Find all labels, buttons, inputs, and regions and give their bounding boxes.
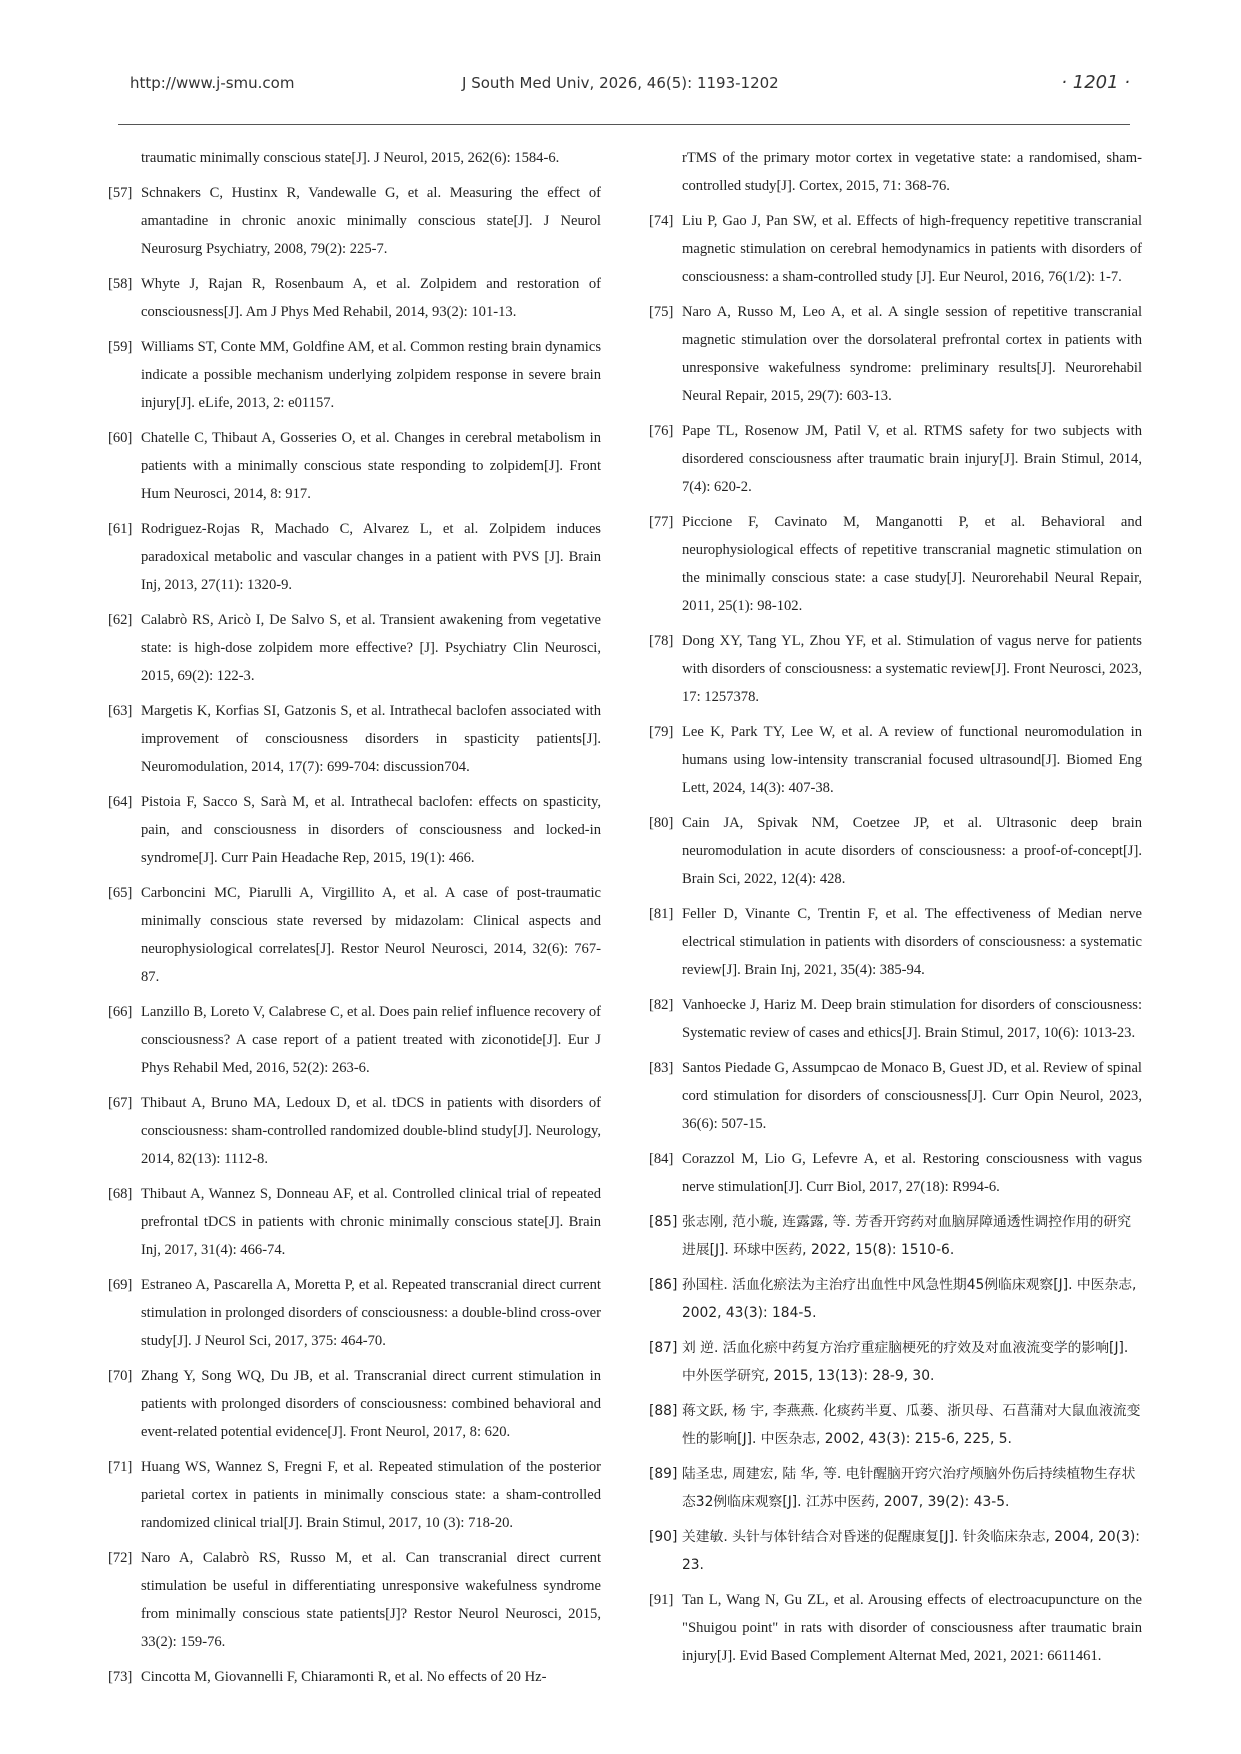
reference-number: [72]: [108, 1550, 133, 1566]
reference-entry: [108, 697, 601, 781]
reference-entry: [649, 1271, 1142, 1327]
reference-number: [69]: [108, 1277, 133, 1293]
reference-entry: [108, 1362, 601, 1446]
reference-entry: [108, 788, 601, 872]
reference-text: Thibaut A, Bruno MA, Ledoux D, et al. tDCS in patients with disorders of consciousness: sham-controlled randomized double-blind study[J]. Neurology, 2014, 82(13): 1112-8.: [141, 1095, 601, 1167]
reference-entry: [649, 718, 1142, 802]
reference-entry: [649, 1334, 1142, 1390]
reference-number: [75]: [649, 304, 674, 320]
reference-text: Santos Piedade G, Assumpcao de Monaco B, Guest JD, et al. Review of spinal cord stimulation for disorders of consciousness[J]. Curr Opin Neurol, 2023, 36(6): 507-15.: [682, 1060, 1142, 1132]
reference-text: Dong XY, Tang YL, Zhou YF, et al. Stimulation of vagus nerve for patients with disorders of consciousness: a systematic review[J]. Front Neurosci, 2023, 17: 1257378.: [682, 633, 1142, 705]
reference-entry: [649, 1054, 1142, 1138]
reference-number: [80]: [649, 815, 674, 831]
reference-number: [68]: [108, 1186, 133, 1202]
reference-entry: [649, 991, 1142, 1047]
reference-entry: [108, 333, 601, 417]
reference-number: [60]: [108, 430, 133, 446]
reference-text: Pape TL, Rosenow JM, Patil V, et al. RTMS safety for two subjects with disordered consciousness after traumatic brain injury[J]. Brain Stimul, 2014, 7(4): 620-2.: [682, 423, 1142, 495]
reference-entry: [649, 1145, 1142, 1201]
reference-text: Calabrò RS, Aricò I, De Salvo S, et al. Transient awakening from vegetative state: is high-dose zolpidem more effective? [J]. Psychiatry Clin Neurosci, 2015, 69(2): 122-3.: [141, 612, 601, 684]
reference-entry: [649, 1397, 1142, 1453]
reference-number: [85]: [649, 1214, 678, 1230]
reference-text: Lee K, Park TY, Lee W, et al. A review of functional neuromodulation in humans using low-intensity transcranial focused ultrasound[J]. Biomed Eng Lett, 2024, 14(3): 407-38.: [682, 724, 1142, 796]
reference-text: Estraneo A, Pascarella A, Moretta P, et al. Repeated transcranial direct current stimulation in prolonged disorders of consciousness: a double-blind cross-over study[J]. J Neurol Sci, 2017, 375: 464-70.: [141, 1277, 601, 1349]
reference-entry: [649, 627, 1142, 711]
reference-text: 孙国柱. 活血化瘀法为主治疗出血性中风急性期45例临床观察[J]. 中医杂志, 2002, 43(3): 184-5.: [682, 1277, 1137, 1321]
reference-text: Whyte J, Rajan R, Rosenbaum A, et al. Zolpidem and restoration of consciousness[J]. Am J Phys Med Rehabil, 2014, 93(2): 101-13.: [141, 276, 601, 320]
reference-entry: [649, 1523, 1142, 1579]
left-reference-column: [108, 144, 601, 1698]
reference-text: Liu P, Gao J, Pan SW, et al. Effects of high-frequency repetitive transcranial magnetic stimulation on cerebral hemodynamics in patients with disorders of consciousness: a sham-controlled study [J]. Eur Neurol, 2016, 76(1/2): 1-7.: [682, 213, 1142, 285]
page-number: · 1201 ·: [1061, 72, 1130, 93]
reference-number: [62]: [108, 612, 133, 628]
reference-text: Huang WS, Wannez S, Fregni F, et al. Repeated stimulation of the posterior parietal cortex in patients in minimally conscious state: a sham-controlled randomized clinical trial[J]. Brain Stimul, 2017, 10 (3): 718-20.: [141, 1459, 601, 1531]
reference-number: [63]: [108, 703, 133, 719]
reference-number: [64]: [108, 794, 133, 810]
reference-entry: [649, 1460, 1142, 1516]
reference-entry: [649, 809, 1142, 893]
reference-entry: [108, 1271, 601, 1355]
reference-entry: [108, 270, 601, 326]
reference-number: [87]: [649, 1340, 678, 1356]
reference-number: [91]: [649, 1592, 674, 1608]
reference-text: Williams ST, Conte MM, Goldfine AM, et al. Common resting brain dynamics indicate a possible mechanism underlying zolpidem response in severe brain injury[J]. eLife, 2013, 2: e01157.: [141, 339, 602, 411]
reference-entry: [108, 144, 601, 172]
reference-number: [82]: [649, 997, 674, 1013]
reference-number: [70]: [108, 1368, 133, 1384]
reference-entry: [108, 515, 601, 599]
reference-number: [86]: [649, 1277, 678, 1293]
reference-number: [76]: [649, 423, 674, 439]
reference-entry: [108, 1180, 601, 1264]
reference-number: [66]: [108, 1004, 133, 1020]
reference-text: traumatic minimally conscious state[J]. J Neurol, 2015, 262(6): 1584-6.: [141, 150, 560, 166]
reference-entry: [108, 179, 601, 263]
reference-text: Cain JA, Spivak NM, Coetzee JP, et al. Ultrasonic deep brain neuromodulation in acute disorders of consciousness: a proof-of-concept[J]. Brain Sci, 2022, 12(4): 428.: [682, 815, 1142, 887]
reference-number: [57]: [108, 185, 133, 201]
reference-number: [84]: [649, 1151, 674, 1167]
reference-entry: [649, 298, 1142, 410]
right-reference-column: [649, 144, 1142, 1677]
page-header: [118, 74, 1130, 100]
reference-number: [74]: [649, 213, 674, 229]
reference-number: [73]: [108, 1669, 133, 1685]
reference-text: Carboncini MC, Piarulli A, Virgillito A, et al. A case of post-traumatic minimally conscious state reversed by midazolam: Clinical aspects and neurophysiological correlates[J]. Restor Neurol Neurosci, 2014, 32(6): 767-87.: [141, 885, 601, 985]
reference-number: [83]: [649, 1060, 674, 1076]
reference-entry: [649, 900, 1142, 984]
reference-text: 刘 逆. 活血化瘀中药复方治疗重症脑梗死的疗效及对血液流变学的影响[J]. 中外医学研究, 2015, 13(13): 28-9, 30.: [682, 1340, 1129, 1384]
reference-text: Cincotta M, Giovannelli F, Chiaramonti R, et al. No effects of 20 Hz-: [141, 1669, 547, 1685]
reference-text: Vanhoecke J, Hariz M. Deep brain stimulation for disorders of consciousness: Systematic review of cases and ethics[J]. Brain Stimul, 2017, 10(6): 1013-23.: [682, 997, 1142, 1041]
reference-entry: [649, 207, 1142, 291]
reference-number: [65]: [108, 885, 133, 901]
reference-entry: [649, 144, 1142, 200]
reference-entry: [108, 1663, 601, 1691]
reference-number: [58]: [108, 276, 133, 292]
journal-citation: J South Med Univ, 2026, 46(5): 1193-1202: [462, 74, 779, 92]
reference-number: [88]: [649, 1403, 678, 1419]
reference-number: [89]: [649, 1466, 678, 1482]
header-rule: [118, 124, 1130, 125]
reference-entry: [649, 508, 1142, 620]
reference-text: 关建敏. 头针与体针结合对昏迷的促醒康复[J]. 针灸临床杂志, 2004, 20(3): 23.: [682, 1529, 1140, 1573]
reference-number: [90]: [649, 1529, 678, 1545]
reference-entry: [108, 879, 601, 991]
reference-text: Naro A, Russo M, Leo A, et al. A single session of repetitive transcranial magnetic stimulation over the dorsolateral prefrontal cortex in patients with unresponsive wakefulness syndrome: preliminary results[J]. Neurorehabil Neural Repair, 2015, 29(7): 603-13.: [682, 304, 1142, 404]
reference-number: [61]: [108, 521, 133, 537]
reference-number: [78]: [649, 633, 674, 649]
reference-entry: [108, 424, 601, 508]
reference-entry: [108, 1453, 601, 1537]
reference-text: Pistoia F, Sacco S, Sarà M, et al. Intrathecal baclofen: effects on spasticity, pain, and consciousness in disorders of consciousness and locked-in syndrome[J]. Curr Pain Headache Rep, 2015, 19(1): 466.: [141, 794, 601, 866]
reference-text: Chatelle C, Thibaut A, Gosseries O, et al. Changes in cerebral metabolism in patients with a minimally conscious state responding to zolpidem[J]. Front Hum Neurosci, 2014, 8: 917.: [141, 430, 601, 502]
journal-url: http://www.j-smu.com: [130, 74, 295, 92]
reference-number: [79]: [649, 724, 674, 740]
reference-entry: [108, 998, 601, 1082]
reference-text: Tan L, Wang N, Gu ZL, et al. Arousing effects of electroacupuncture on the "Shuigou point" in rats with disorder of consciousness after traumatic brain injury[J]. Evid Based Complement Alternat Med, 2021, 2021: 6611461.: [682, 1592, 1142, 1664]
reference-text: Schnakers C, Hustinx R, Vandewalle G, et al. Measuring the effect of amantadine in chronic anoxic minimally conscious state[J]. J Neurol Neurosurg Psychiatry, 2008, 79(2): 225-7.: [141, 185, 601, 257]
reference-entry: [108, 606, 601, 690]
reference-text: Lanzillo B, Loreto V, Calabrese C, et al. Does pain relief influence recovery of consciousness? A case report of a patient treated with ziconotide[J]. Eur J Phys Rehabil Med, 2016, 52(2): 263-6.: [141, 1004, 601, 1076]
reference-text: Piccione F, Cavinato M, Manganotti P, et al. Behavioral and neurophysiological effects of repetitive transcranial magnetic stimulation on the minimally conscious state: a case study[J]. Neurorehabil Neural Repair, 2011, 25(1): 98-102.: [682, 514, 1142, 614]
reference-text: Feller D, Vinante C, Trentin F, et al. The effectiveness of Median nerve electrical stimulation in patients with disorders of consciousness: a systematic review[J]. Brain Inj, 2021, 35(4): 385-94.: [682, 906, 1142, 978]
reference-entry: [108, 1544, 601, 1656]
reference-text: Zhang Y, Song WQ, Du JB, et al. Transcranial direct current stimulation in patients with prolonged disorders of consciousness: combined behavioral and event-related potential evidence[J]. Front Neurol, 2017, 8: 620.: [141, 1368, 601, 1440]
reference-entry: [108, 1089, 601, 1173]
reference-number: [71]: [108, 1459, 133, 1475]
reference-text: Margetis K, Korfias SI, Gatzonis S, et al. Intrathecal baclofen associated with improvement of consciousness disorders in spasticity patients[J]. Neuromodulation, 2014, 17(7): 699-704: discussion704.: [141, 703, 601, 775]
reference-text: Thibaut A, Wannez S, Donneau AF, et al. Controlled clinical trial of repeated prefrontal tDCS in patients with chronic minimally conscious state[J]. Brain Inj, 2017, 31(4): 466-74.: [141, 1186, 601, 1258]
reference-entry: [649, 417, 1142, 501]
reference-number: [67]: [108, 1095, 133, 1111]
reference-text: Rodriguez-Rojas R, Machado C, Alvarez L, et al. Zolpidem induces paradoxical metabolic and vascular changes in a patient with PVS [J]. Brain Inj, 2013, 27(11): 1320-9.: [141, 521, 601, 593]
reference-text: 张志刚, 范小璇, 连露露, 等. 芳香开窍药对血脑屏障通透性调控作用的研究进展[J]. 环球中医药, 2022, 15(8): 1510-6.: [682, 1214, 1131, 1258]
reference-number: [77]: [649, 514, 674, 530]
reference-text: Corazzol M, Lio G, Lefevre A, et al. Restoring consciousness with vagus nerve stimulation[J]. Curr Biol, 2017, 27(18): R994-6.: [682, 1151, 1142, 1195]
reference-number: [81]: [649, 906, 674, 922]
reference-number: [59]: [108, 339, 133, 355]
reference-entry: [649, 1586, 1142, 1670]
reference-text: Naro A, Calabrò RS, Russo M, et al. Can transcranial direct current stimulation be useful in differentiating unresponsive wakefulness syndrome from minimally conscious state patients[J]? Restor Neurol Neurosci, 2015, 33(2): 159-76.: [141, 1550, 601, 1650]
reference-text: 陆圣忠, 周建宏, 陆 华, 等. 电针醒脑开窍穴治疗颅脑外伤后持续植物生存状态32例临床观察[J]. 江苏中医药, 2007, 39(2): 43-5.: [682, 1466, 1136, 1510]
reference-text: 蒋文跃, 杨 宇, 李燕燕. 化痰药半夏、瓜蒌、浙贝母、石菖蒲对大鼠血液流变性的影响[J]. 中医杂志, 2002, 43(3): 215-6, 225, 5.: [682, 1403, 1141, 1447]
reference-entry: [649, 1208, 1142, 1264]
reference-text: rTMS of the primary motor cortex in vegetative state: a randomised, sham-controlled study[J]. Cortex, 2015, 71: 368-76.: [682, 150, 1142, 194]
